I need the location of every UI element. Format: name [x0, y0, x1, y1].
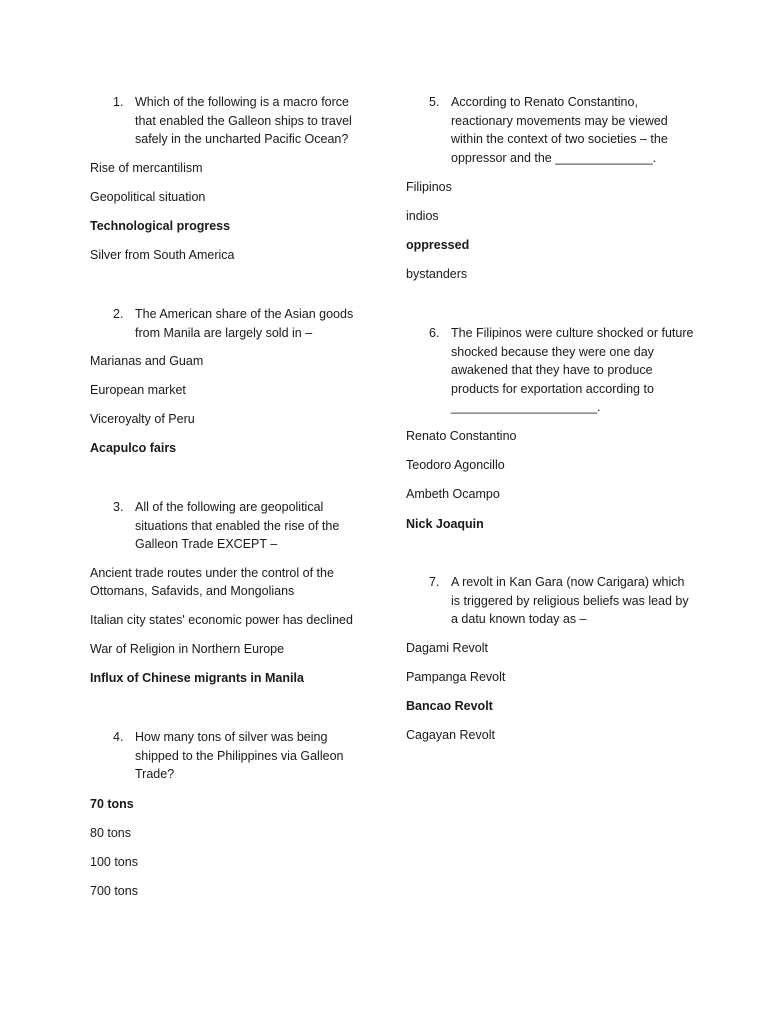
question-5-stem: [406, 93, 696, 167]
question-5: [406, 93, 696, 281]
question-3-number: 3.: [113, 500, 124, 514]
question-4-option-a-answer: 70 tons: [90, 797, 134, 811]
question-1-option-a: Rise of mercantilism: [90, 161, 203, 175]
question-6: [406, 324, 696, 531]
question-5-text: According to Renato Constantino, reactionary movements may be viewed within the context of two societies – the oppressor and the ______________.: [451, 95, 668, 165]
question-4-option-b: 80 tons: [90, 826, 132, 840]
question-7-text: A revolt in Kan Gara (now Carigara) which is triggered by religious beliefs was lead by a datu known today as –: [451, 575, 689, 626]
question-3-option-c: War of Religion in Northern Europe: [90, 642, 285, 656]
question-3-stem: [90, 498, 370, 554]
question-4-option-c: 100 tons: [90, 855, 138, 869]
question-2-number: 2.: [113, 307, 124, 321]
question-6-text: The Filipinos were culture shocked or future shocked because they were one day awakened that they have to produce products for exportation according to _____________________.: [451, 326, 694, 414]
question-1-number: 1.: [113, 95, 124, 109]
question-3-option-b: Italian city states' economic power has declined: [90, 613, 353, 627]
question-4: [90, 728, 370, 898]
question-7-option-b: Pampanga Revolt: [406, 670, 506, 684]
question-1-option-b: Geopolitical situation: [90, 190, 206, 204]
question-2: [90, 305, 370, 455]
question-4-stem: [90, 728, 370, 784]
question-2-option-b: European market: [90, 383, 186, 397]
question-5-number: 5.: [429, 95, 440, 109]
question-3-text: All of the following are geopolitical situations that enabled the rise of the Galleon Trade EXCEPT –: [135, 500, 340, 551]
question-2-option-d-answer: Acapulco fairs: [90, 441, 177, 455]
question-1: [90, 93, 370, 262]
question-3-option-a: Ancient trade routes under the control of the Ottomans, Safavids, and Mongolians: [90, 566, 334, 598]
question-3: [90, 498, 370, 685]
question-1-text: Which of the following is a macro force that enabled the Galleon ships to travel safely in the uncharted Pacific Ocean?: [135, 95, 352, 146]
question-6-option-a: Renato Constantino: [406, 429, 517, 443]
question-2-stem: [90, 305, 370, 342]
question-6-option-d-answer: Nick Joaquin: [406, 517, 484, 531]
question-5-option-a: Filipinos: [406, 180, 452, 194]
question-2-option-a: Marianas and Guam: [90, 354, 204, 368]
question-7-stem: [406, 573, 696, 629]
question-2-text: The American share of the Asian goods from Manila are largely sold in –: [135, 307, 354, 340]
question-5-option-c-answer: oppressed: [406, 238, 470, 252]
question-1-option-c-answer: Technological progress: [90, 219, 231, 233]
question-7-number: 7.: [429, 575, 440, 589]
question-5-option-d: bystanders: [406, 267, 468, 281]
question-7-option-c-answer: Bancao Revolt: [406, 699, 493, 713]
question-4-option-d: 700 tons: [90, 884, 138, 898]
question-7: [406, 573, 696, 742]
question-6-option-c: Ambeth Ocampo: [406, 487, 500, 501]
question-1-stem: [90, 93, 370, 149]
question-4-number: 4.: [113, 730, 124, 744]
question-5-option-b: indios: [406, 209, 439, 223]
question-2-option-c: Viceroyalty of Peru: [90, 412, 195, 426]
question-7-option-d: Cagayan Revolt: [406, 728, 495, 742]
question-6-option-b: Teodoro Agoncillo: [406, 458, 505, 472]
question-3-option-d-answer: Influx of Chinese migrants in Manila: [90, 671, 304, 685]
question-1-option-d: Silver from South America: [90, 248, 235, 262]
question-6-number: 6.: [429, 326, 440, 340]
question-4-text: How many tons of silver was being shipped to the Philippines via Galleon Trade?: [135, 730, 344, 781]
question-6-stem: [406, 324, 696, 417]
question-7-option-a: Dagami Revolt: [406, 641, 488, 655]
